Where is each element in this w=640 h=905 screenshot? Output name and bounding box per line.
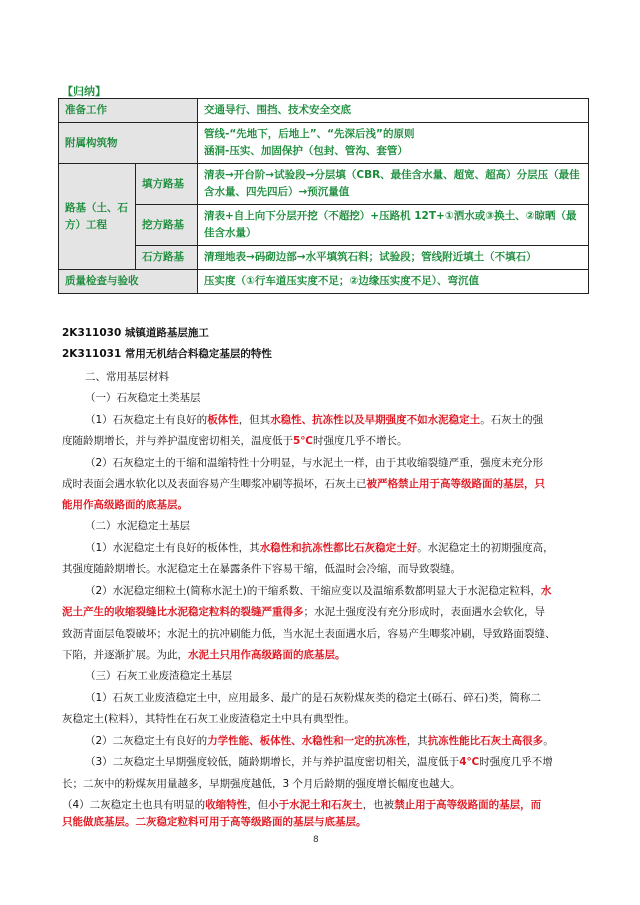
table-row (59, 123, 589, 164)
paragraph-line: 致沥青面层龟裂破坏；水泥土的抗冲刷能力低，当水泥土表面遇水后，容易产生唧浆冲刷，导致路面裂缝、 (62, 628, 556, 640)
page-number: 8 (313, 835, 319, 845)
section-title: 二、常用基层材料 (85, 371, 169, 383)
paragraph-line: 其强度随龄期增长。水泥稳定土在暴露条件下容易干缩，低温时会冷缩，而导致裂缝。 (62, 563, 461, 575)
paragraph-line: 度随龄期增长，并与养护温度密切相关，温度低于5℃时强度几乎不增长。 (62, 435, 408, 447)
roadbed-label: 路基（土、石方）工程 (59, 164, 136, 270)
paragraph-line: （2）二灰稳定土有良好的力学性能、板体性、水稳性和一定的抗冻性，其抗冻性能比石灰土高很多。 (85, 735, 554, 747)
paragraph-line: （2）水泥稳定细粒土(简称水泥土)的干缩系数、干缩应变以及温缩系数都明显大于水泥稳定粒料，水 (85, 585, 552, 597)
subsection-title: （二）水泥稳定土基层 (85, 520, 190, 532)
table-row (59, 246, 589, 270)
paragraph-line: 下陷，并逐渐扩展。为此，水泥土只用作高级路面的底基层。 (62, 649, 346, 661)
row-label: 质量检查与验收 (59, 270, 198, 294)
paragraph-line: 只能做底基层。二灰稳定粒料可用于高等级路面的基层与底基层。 (62, 816, 367, 828)
sub-label: 填方路基 (136, 164, 198, 205)
table-row (59, 99, 589, 123)
paragraph-line: （1）石灰工业废渣稳定土中，应用最多、最广的是石灰粉煤灰类的稳定土(砾石、碎石)类，简称二 (85, 692, 541, 704)
paragraph-line: （3）二灰稳定土早期强度较低，随龄期增长，并与养护温度密切相关，温度低于4℃时强度几乎不增 (85, 756, 553, 768)
row-content: 压实度（①行车道压实度不足；②边缘压实度不足）、弯沉值 (198, 270, 589, 294)
summary-table (58, 98, 589, 294)
paragraph-line: 长；二灰中的粉煤灰用量越多，早期强度越低，3 个月后龄期的强度增长幅度也越大。 (62, 778, 461, 790)
paragraph-line: 灰稳定土(粒料），其特性在石灰工业废渣稳定土中具有典型性。 (62, 713, 355, 725)
table-row (59, 205, 589, 246)
paragraph-line: 能用作高级路面的底基层。 (62, 499, 188, 511)
paragraph-line: （1）水泥稳定土有良好的板体性，其水稳性和抗冻性都比石灰稳定土好。水泥稳定土的初期强度高， (85, 542, 554, 554)
table-row (59, 270, 589, 294)
row-content: 清理地表→码砌边部→水平填筑石料；试验段；管线附近填土（不填石） (198, 246, 589, 270)
row-label: 附属构筑物 (59, 123, 198, 164)
paragraph-line: 成时表面会遇水软化以及表面容易产生唧浆冲刷等损坏，石灰土已被严格禁止用于高等级路面的基层，只 (62, 478, 545, 490)
row-content: 交通导行、围挡、技术安全交底 (198, 99, 589, 123)
row-content-line: 管线-“先地下，后地上”、“先深后浅”的原则 (204, 128, 415, 140)
section-heading: 2K311030 城镇道路基层施工 (62, 327, 209, 339)
section-heading: 2K311031 常用无机结合料稳定基层的特性 (62, 348, 272, 360)
row-content: 清表→开台阶→试验段→分层填（CBR、最佳含水量、超宽、超高）分层压（最佳含水量、四先四后）→预沉量值 (198, 164, 589, 205)
row-label: 准备工作 (59, 99, 198, 123)
paragraph-line: （4）二灰稳定土也具有明显的收缩特性，但小于水泥土和石灰土，也被禁止用于高等级路面的基层，而 (62, 799, 542, 811)
table-row (59, 164, 589, 205)
summary-title: 【归纳】 (62, 85, 106, 98)
subsection-title: （三）石灰工业废渣稳定土基层 (85, 670, 232, 682)
sub-label: 挖方路基 (136, 205, 198, 246)
subsection-title: （一）石灰稳定土类基层 (85, 392, 201, 404)
row-content: 清表+自上向下分层开挖（不超挖）+压路机 12T+①洒水或③换土、②晾晒（最佳含水量） (198, 205, 589, 246)
sub-label: 石方路基 (136, 246, 198, 270)
paragraph-line: （2）石灰稳定土的干缩和温缩特性十分明显，与水泥土一样，由于其收缩裂缝严重，强度未充分形 (85, 457, 544, 469)
row-content-line: 涵洞-压实、加固保护（包封、管沟、套管） (204, 145, 408, 157)
paragraph-line: （1）石灰稳定土有良好的板体性，但其水稳性、抗冻性以及早期强度不如水泥稳定土。石灰土的强 (85, 414, 544, 426)
paragraph-line: 泥土产生的收缩裂缝比水泥稳定粒料的裂缝严重得多；水泥土强度没有充分形成时，表面遇水会软化，导 (62, 606, 545, 618)
row-content (198, 123, 589, 164)
